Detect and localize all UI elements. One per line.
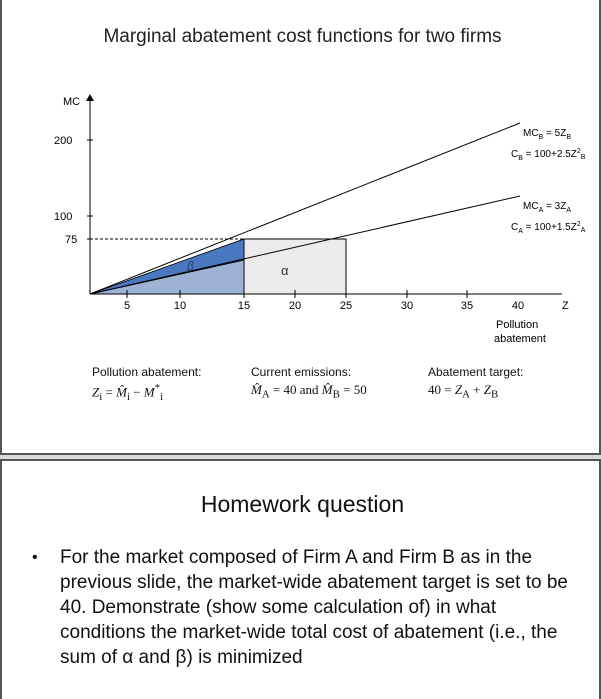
homework-title: Homework question — [200, 491, 405, 517]
y-tick-label: 200 — [54, 135, 73, 147]
abatement-target-label: Abatement target: — [428, 365, 524, 379]
current-emissions-equation: $M̂_A = 40$ and $M̂_B = 50$ — [251, 382, 367, 401]
current-emissions-label: Current emissions: — [251, 365, 352, 379]
current-emissions-block — [251, 365, 367, 401]
x-tick-label: 10 — [173, 300, 187, 312]
x-axis-caption: abatement — [494, 333, 546, 345]
x-tick-label: 5 — [123, 300, 131, 312]
homework-bullet — [32, 545, 577, 670]
pollution-abatement-equation: $Z_i$ = $M̂_i - M^*_i$ — [92, 382, 164, 403]
x-tick-label: 40 — [511, 300, 525, 312]
x-tick-label: 35 — [460, 300, 474, 312]
x-tick-label: 15 — [237, 300, 251, 312]
x-tick-label: 20 — [288, 300, 302, 312]
pollution-abatement-label: Pollution abatement: — [92, 365, 202, 379]
x-axis-label: Z — [562, 300, 569, 312]
pollution-abatement-block — [92, 365, 201, 403]
slide-bottom — [0, 459, 601, 699]
x-tick-label: 30 — [400, 300, 414, 312]
mca-equation: $MC_A = 3Z_A$ — [523, 201, 571, 214]
beta-label: β — [187, 259, 194, 273]
y-tick-label: 100 — [54, 211, 73, 223]
ca-equation: $C_A = 100+1.5Z^2_A$ — [511, 221, 586, 235]
mcb-equation: $MC_B = 5Z_B$ — [523, 128, 571, 141]
homework-bullet-text: For the market composed of Firm A and Firm B as in the previous slide, the market-wide abatement target is set to be 40. Demonstrate (show some calculation of) in what conditions the market-wide total cost of abatement (i.e., the sum of α and β) is minimized — [60, 547, 568, 668]
bullet-icon: • — [32, 549, 38, 566]
y-axis-arrow-icon — [86, 94, 94, 101]
abatement-target-equation: $40 = Z_A + Z_B$ — [428, 382, 499, 401]
y-tick-label: 75 — [65, 234, 78, 246]
x-axis-caption: Pollution — [496, 319, 539, 331]
cb-equation: $C_B = 100+2.5Z^2_B$ — [511, 148, 586, 162]
x-tick-label: 25 — [339, 300, 353, 312]
y-axis-label: MC — [63, 96, 81, 108]
abatement-target-block — [428, 365, 523, 401]
slide-title: Marginal abatement cost functions for two firms — [103, 26, 502, 47]
alpha-label: α — [281, 263, 289, 278]
